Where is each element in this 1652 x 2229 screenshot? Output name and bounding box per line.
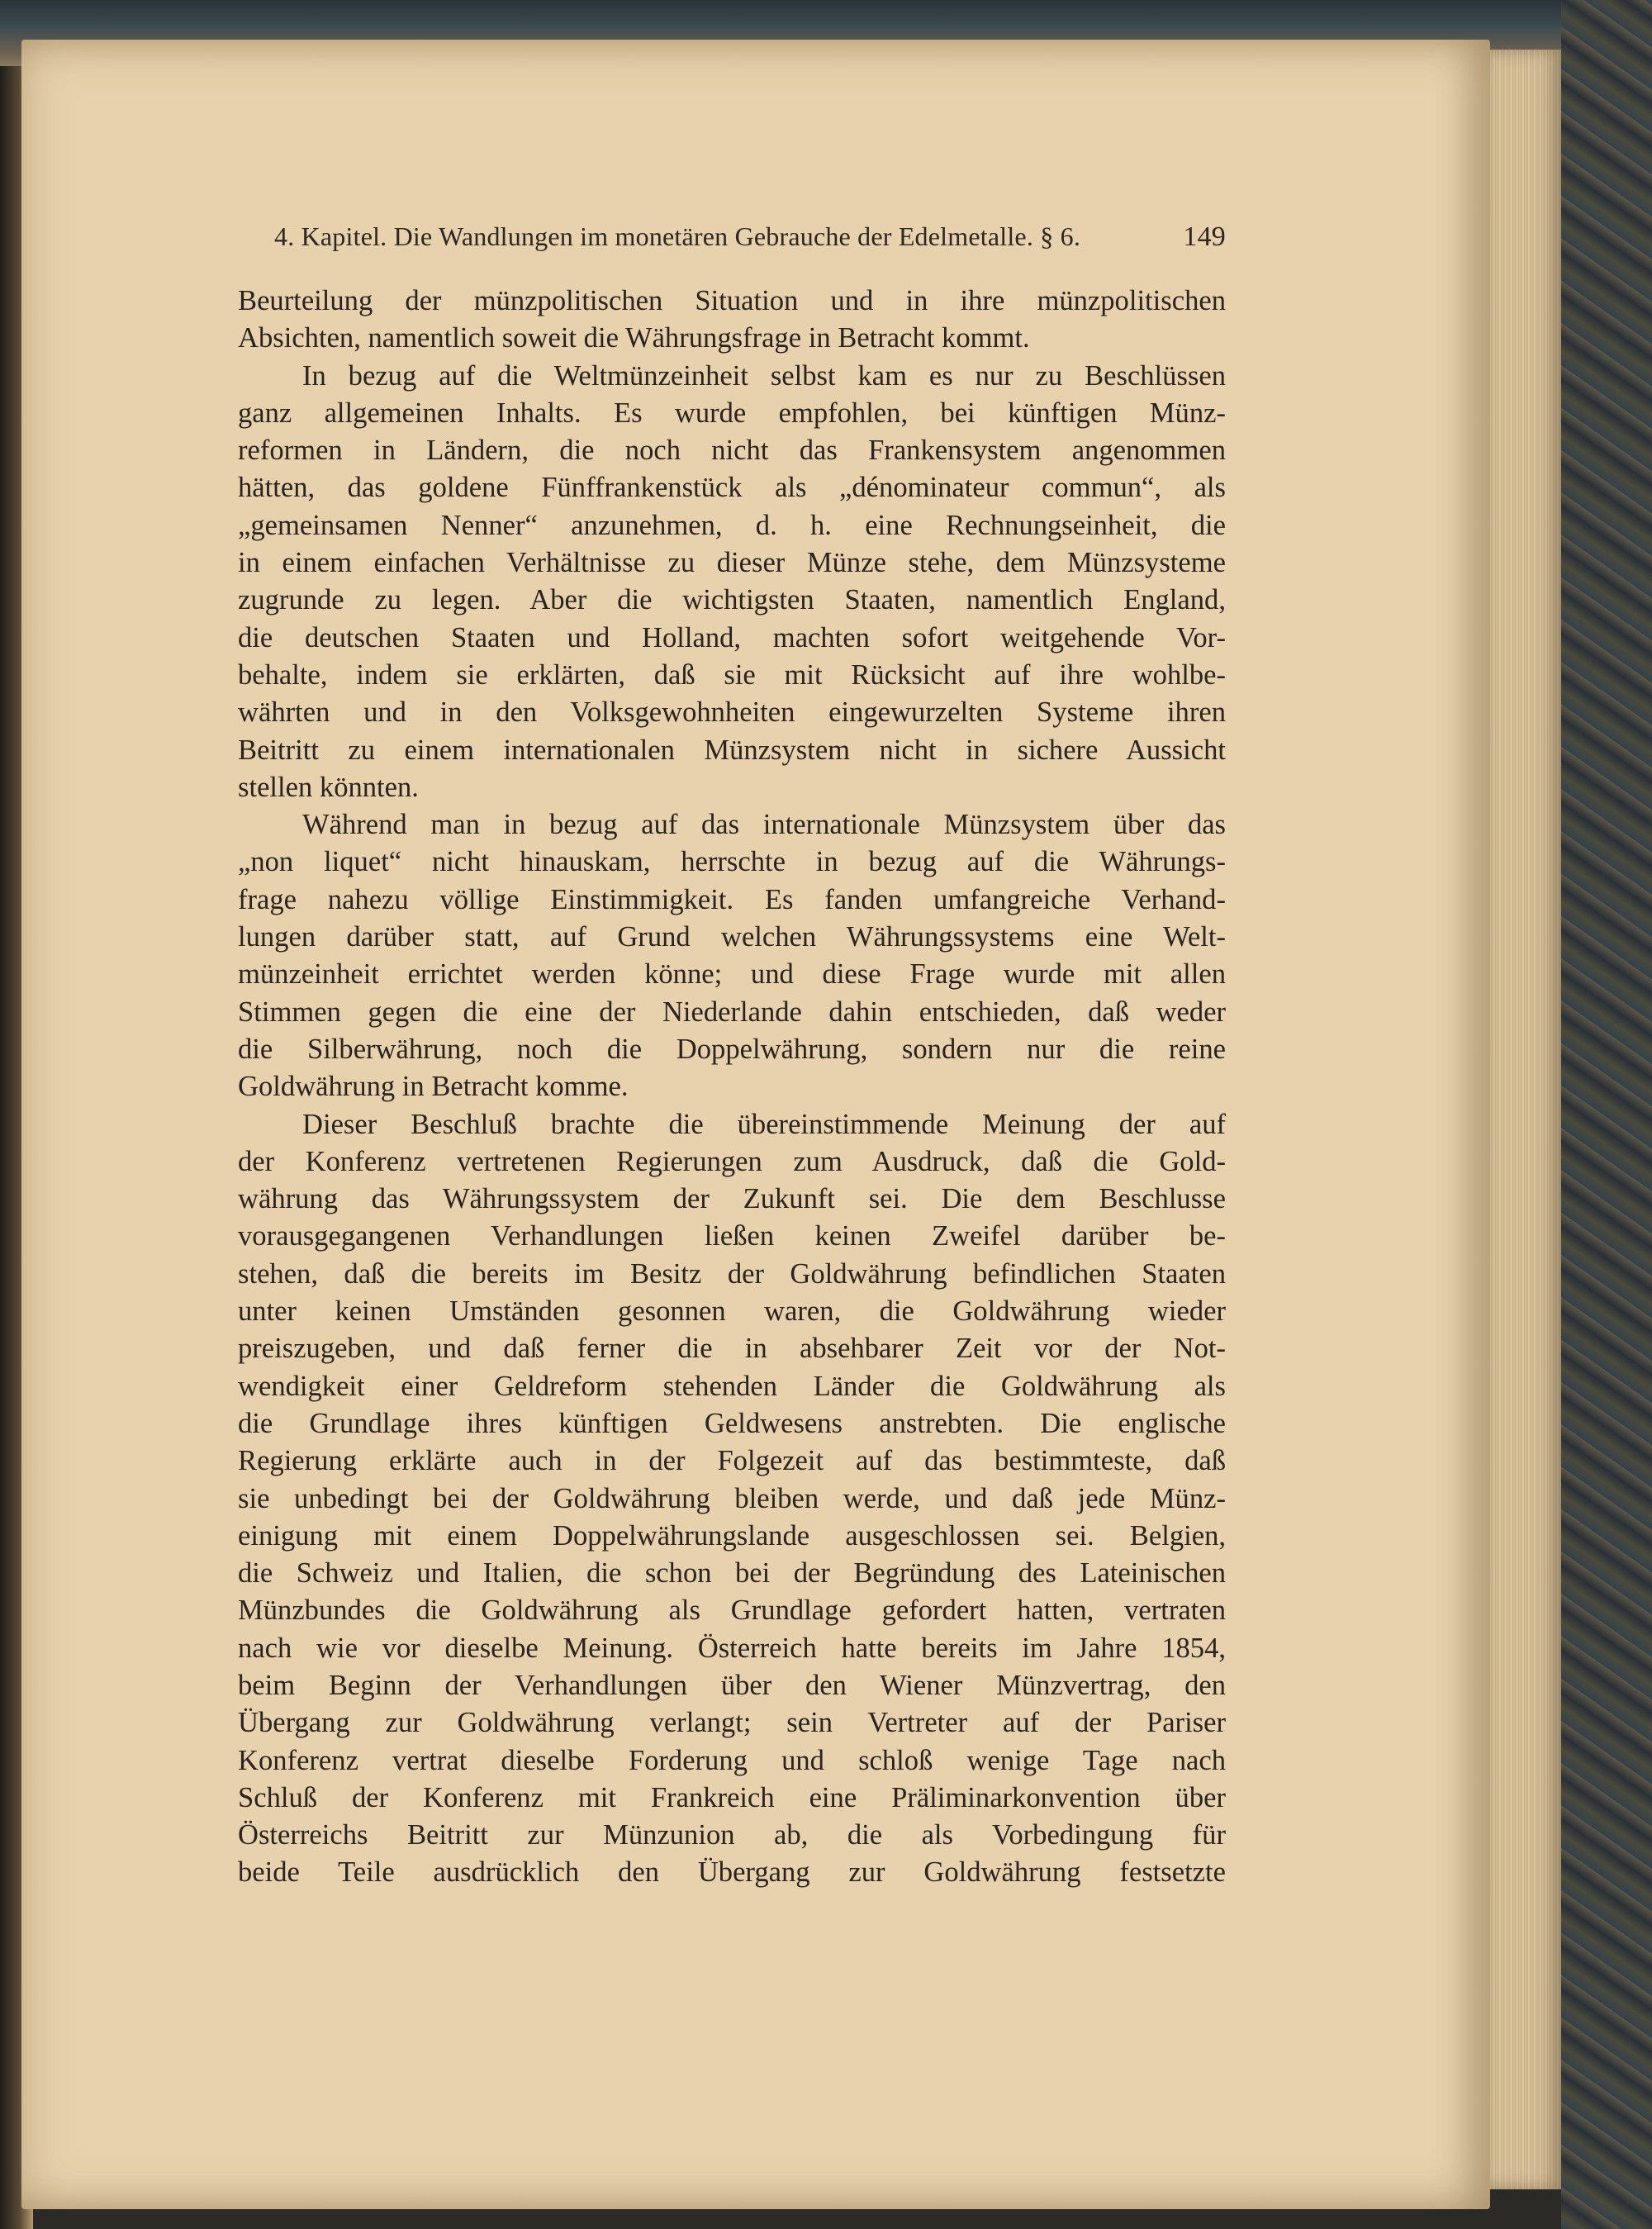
text-line: der Konferenz vertretenen Regierungen zum Ausdruck, daß die Gold- bbox=[238, 1145, 1226, 1177]
text-line: „non liquet“ nicht hinauskam, herrschte in bezug auf die Währungs- bbox=[238, 846, 1226, 878]
text-line: beide Teile ausdrücklich den Übergang zur Goldwährung festsetzte bbox=[238, 1856, 1226, 1889]
text-line: Beitritt zu einem internationalen Münzsystem nicht in sichere Aussicht bbox=[238, 734, 1226, 766]
text-line: „gemeinsamen Nenner“ anzunehmen, d. h. eine Rechnungseinheit, die bbox=[238, 509, 1226, 541]
running-head bbox=[274, 221, 1226, 258]
text-line: die Grundlage ihres künftigen Geldwesens anstrebten. Die englische bbox=[238, 1407, 1226, 1439]
text-line: Übergang zur Goldwährung verlangt; sein Vertreter auf der Pariser bbox=[238, 1707, 1226, 1739]
text-line: In bezug auf die Weltmünzeinheit selbst kam es nur zu Beschlüssen bbox=[302, 359, 1226, 392]
text-line: hätten, das goldene Fünffrankenstück als „dénominateur commun“, als bbox=[238, 472, 1226, 504]
book-cover-right bbox=[1561, 0, 1652, 2229]
text-line: beim Beginn der Verhandlungen über den Wiener Münzvertrag, den bbox=[238, 1669, 1226, 1701]
text-line: Dieser Beschluß brachte die übereinstimmende Meinung der auf bbox=[302, 1108, 1226, 1140]
text-line: einigung mit einem Doppelwährungslande ausgeschlossen sei. Belgien, bbox=[238, 1519, 1226, 1552]
text-line: Konferenz vertrat dieselbe Forderung und schloß wenige Tage nach bbox=[238, 1744, 1226, 1776]
text-line: sie unbedingt bei der Goldwährung bleiben werde, und daß jede Münz- bbox=[238, 1482, 1226, 1514]
text-line: lungen darüber statt, auf Grund welchen Währungssystems eine Welt- bbox=[238, 921, 1226, 953]
text-line: währten und in den Volksgewohnheiten eingewurzelten Systeme ihren bbox=[238, 696, 1226, 729]
text-line: die deutschen Staaten und Holland, machten sofort weitgehende Vor- bbox=[238, 621, 1226, 653]
page-number: 149 bbox=[1183, 221, 1226, 252]
text-line: münzeinheit errichtet werden könne; und diese Frage wurde mit allen bbox=[238, 958, 1226, 991]
text-line: reformen in Ländern, die noch nicht das Frankensystem angenommen bbox=[238, 435, 1226, 467]
text-line: nach wie vor dieselbe Meinung. Österreich hatte bereits im Jahre 1854, bbox=[238, 1632, 1226, 1664]
text-line: Beurteilung der münzpolitischen Situation und in ihre münzpolitischen bbox=[238, 285, 1226, 316]
text-line: frage nahezu völlige Einstimmigkeit. Es fanden umfangreiche Verhand- bbox=[238, 883, 1226, 915]
text-line: behalte, indem sie erklärten, daß sie mit Rücksicht auf ihre wohlbe- bbox=[238, 658, 1226, 691]
body-text bbox=[238, 283, 1226, 1892]
text-line: vorausgegangenen Verhandlungen ließen keinen Zweifel darüber be- bbox=[238, 1220, 1226, 1252]
text-line: die Silberwährung, noch die Doppelwährung, sondern nur die reine bbox=[238, 1033, 1226, 1065]
chapter-heading: 4. Kapitel. Die Wandlungen im monetären Gebrauche der Edelmetalle. § 6. bbox=[274, 221, 1081, 251]
text-line: zugrunde zu legen. Aber die wichtigsten Staaten, namentlich England, bbox=[238, 584, 1226, 616]
text-line: Österreichs Beitritt zur Münzunion ab, die als Vorbedingung für bbox=[238, 1819, 1226, 1851]
text-line: währung das Währungssystem der Zukunft sei. Die dem Beschlusse bbox=[238, 1183, 1226, 1215]
text-line: in einem einfachen Verhältnisse zu dieser Münze stehe, dem Münzsysteme bbox=[238, 547, 1226, 579]
text-line: Schluß der Konferenz mit Frankreich eine Präliminarkonvention über bbox=[238, 1781, 1226, 1813]
text-line: Goldwährung in Betracht komme. bbox=[238, 1071, 629, 1103]
text-line: Absichten, namentlich soweit die Währungsfrage in Betracht kommt. bbox=[238, 322, 1030, 354]
text-line: Münzbundes die Goldwährung als Grundlage gefordert hatten, vertraten bbox=[238, 1595, 1226, 1627]
text-line: die Schweiz und Italien, die schon bei der Begründung des Lateinischen bbox=[238, 1557, 1226, 1590]
text-line: unter keinen Umständen gesonnen waren, die Goldwährung wieder bbox=[238, 1295, 1226, 1328]
page-edges bbox=[1490, 50, 1561, 2189]
text-line: preiszugeben, und daß ferner die in absehbarer Zeit vor der Not- bbox=[238, 1333, 1226, 1365]
text-line: Regierung erklärte auch in der Folgezeit auf das bestimmteste, daß bbox=[238, 1445, 1226, 1477]
text-line: Während man in bezug auf das internationale Münzsystem über das bbox=[302, 809, 1226, 841]
text-line: ganz allgemeinen Inhalts. Es wurde empfohlen, bei künftigen Münz- bbox=[238, 397, 1226, 429]
text-line: stehen, daß die bereits im Besitz der Goldwährung befindlichen Staaten bbox=[238, 1257, 1226, 1290]
text-line: wendigkeit einer Geldreform stehenden Länder die Goldwährung als bbox=[238, 1370, 1226, 1402]
text-line: stellen könnten. bbox=[238, 771, 419, 803]
text-line: Stimmen gegen die eine der Niederlande dahin entschieden, daß weder bbox=[238, 996, 1226, 1028]
